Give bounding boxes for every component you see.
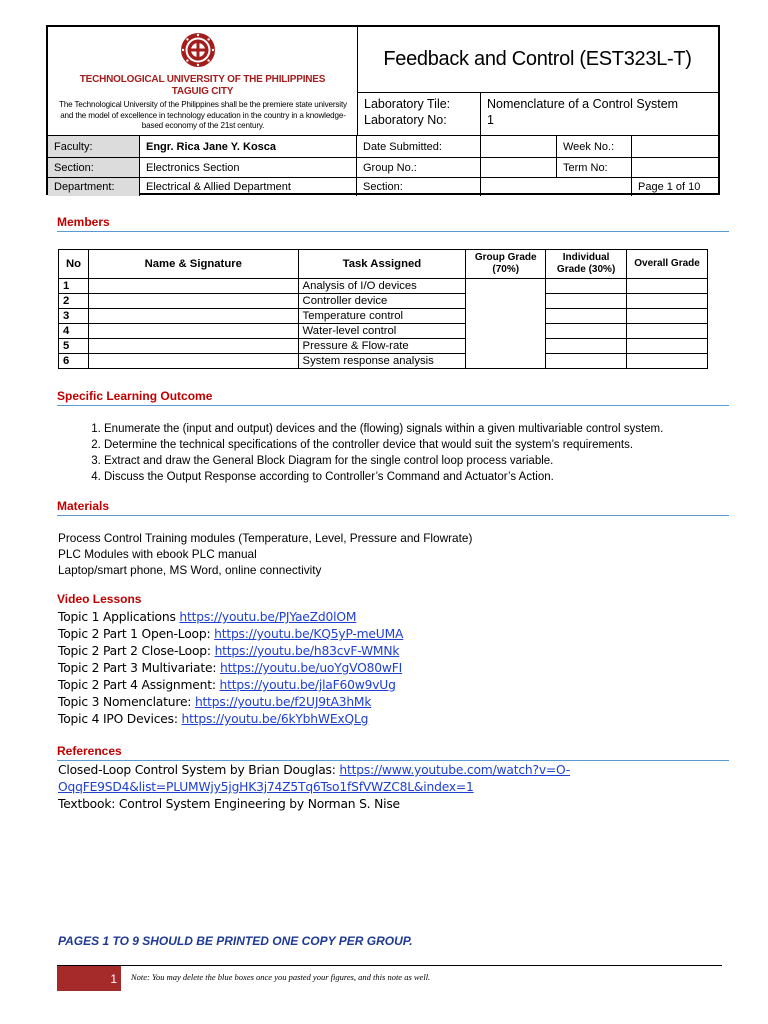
course-title: Feedback and Control (EST323L-T) xyxy=(357,27,718,93)
info-row-section xyxy=(48,157,718,178)
list-item: Textbook: Control System Engineering by Norman S. Nise xyxy=(58,797,400,811)
video-link[interactable]: https://youtu.be/uoYgVO80wFI xyxy=(220,661,403,675)
overall-grade-cell[interactable] xyxy=(627,309,708,324)
section-value: Electronics Section xyxy=(140,158,357,178)
col-task-assigned: Task Assigned xyxy=(298,250,466,279)
page-indicator: Page 1 of 10 xyxy=(638,181,701,193)
department-label: Department: xyxy=(48,178,140,196)
name-signature-cell[interactable] xyxy=(88,324,298,339)
date-submitted-label: Date Submitted: xyxy=(357,136,481,158)
reference-link-continued[interactable]: OqqFE9SD4&list=PLUMWjy5jgHK3j74Z5Tq6Tso1fSfVWZC8L&index=1 xyxy=(58,780,474,794)
list-item: Topic 1 Applications https://youtu.be/PJYaeZd0lOM xyxy=(58,610,357,624)
individual-grade-cell[interactable] xyxy=(546,339,627,354)
table-row xyxy=(59,309,708,324)
lab-no-value: 1 xyxy=(487,113,494,127)
materials-list xyxy=(58,530,472,578)
list-item: Topic 3 Nomenclature: https://youtu.be/f2UJ9tA3hMk xyxy=(58,695,372,709)
video-link[interactable]: https://youtu.be/jlaF60w9vUg xyxy=(219,678,396,692)
faculty-label: Faculty: xyxy=(48,136,140,158)
week-no-value[interactable] xyxy=(632,136,718,158)
name-signature-cell[interactable] xyxy=(88,354,298,369)
laboratory-info xyxy=(357,92,718,135)
term-no-label: Term No: xyxy=(557,158,632,178)
footer-note: Note: You may delete the blue boxes once you pasted your figures, and this note as well. xyxy=(131,972,431,982)
row-no: 4 xyxy=(59,324,89,339)
overall-grade-cell[interactable] xyxy=(627,279,708,294)
name-signature-cell[interactable] xyxy=(88,279,298,294)
list-item: 3. Extract and draw the General Block Diagram for the single control loop process variable. xyxy=(104,453,744,469)
task-cell: Controller device xyxy=(298,294,466,309)
individual-grade-cell[interactable] xyxy=(546,324,627,339)
video-link[interactable]: https://youtu.be/PJYaeZd0lOM xyxy=(179,610,357,624)
col-individual-grade: Individual Grade (30%) xyxy=(546,250,627,279)
references-list xyxy=(58,762,658,813)
list-item: 4. Discuss the Output Response according to Controller’s Command and Actuator’s Action. xyxy=(104,469,744,485)
task-cell: Water-level control xyxy=(298,324,466,339)
members-heading: Members xyxy=(57,215,729,232)
info-row-faculty xyxy=(48,135,718,158)
lab-no-label: Laboratory No: xyxy=(364,113,447,127)
task-cell: System response analysis xyxy=(298,354,466,369)
table-row xyxy=(59,339,708,354)
footer-rule xyxy=(57,965,722,966)
references-heading: References xyxy=(57,744,729,761)
overall-grade-cell[interactable] xyxy=(627,354,708,369)
row-no: 5 xyxy=(59,339,89,354)
group-grade-cell[interactable] xyxy=(466,279,546,369)
table-row xyxy=(59,294,708,309)
reference-link[interactable]: https://www.youtube.com/watch?v=O- xyxy=(339,763,571,777)
document-header xyxy=(46,25,720,195)
lab-title-value: Nomenclature of a Control System xyxy=(487,97,679,111)
row-no: 1 xyxy=(59,279,89,294)
list-item: Process Control Training modules (Temperature, Level, Pressure and Flowrate) xyxy=(58,531,473,545)
section-label: Section: xyxy=(48,158,140,178)
list-item: Topic 2 Part 3 Multivariate: https://youtu.be/uoYgVO80wFI xyxy=(58,661,403,675)
date-submitted-value[interactable] xyxy=(481,136,557,158)
col-group-grade: Group Grade (70%) xyxy=(466,250,546,279)
section2-value[interactable] xyxy=(481,178,632,196)
list-item: Topic 2 Part 4 Assignment: https://youtu.be/jlaF60w9vUg xyxy=(58,678,396,692)
individual-grade-cell[interactable] xyxy=(546,354,627,369)
term-no-value[interactable] xyxy=(632,158,718,178)
table-row xyxy=(59,324,708,339)
video-lessons-heading: Video Lessons xyxy=(57,592,142,606)
overall-grade-cell[interactable] xyxy=(627,324,708,339)
university-city: TAGUIG CITY xyxy=(171,86,234,97)
task-cell: Temperature control xyxy=(298,309,466,324)
video-link[interactable]: https://youtu.be/f2UJ9tA3hMk xyxy=(194,695,372,709)
university-seal-icon xyxy=(180,32,216,68)
row-no: 2 xyxy=(59,294,89,309)
university-block xyxy=(48,27,358,135)
overall-grade-cell[interactable] xyxy=(627,294,708,309)
individual-grade-cell[interactable] xyxy=(546,294,627,309)
name-signature-cell[interactable] xyxy=(88,294,298,309)
lab-title-label: Laboratory Tile: xyxy=(364,97,451,111)
section2-label: Section: xyxy=(357,178,481,196)
individual-grade-cell[interactable] xyxy=(546,309,627,324)
group-no-label: Group No.: xyxy=(357,158,481,178)
members-table xyxy=(58,249,708,369)
university-mission: The Technological University of the Philippines shall be the premiere state university and the model of excellence in technology education in the country in a knowledge-based economy of the 21st century. xyxy=(59,100,347,130)
list-item: Topic 2 Part 1 Open-Loop: https://youtu.be/KQ5yP-meUMA xyxy=(58,627,404,641)
page-number-box: 1 xyxy=(57,966,121,991)
row-no: 3 xyxy=(59,309,89,324)
list-item: Laptop/smart phone, MS Word, online connectivity xyxy=(58,563,322,577)
slo-heading: Specific Learning Outcome xyxy=(57,389,729,406)
task-cell: Pressure & Flow-rate xyxy=(298,339,466,354)
col-no: No xyxy=(59,250,89,279)
list-item: 1. Enumerate the (input and output) devices and the (flowing) signals within a given multivariable control system. xyxy=(104,421,744,437)
university-name: TECHNOLOGICAL UNIVERSITY OF THE PHILIPPINES TAGUIG CITY xyxy=(48,74,357,98)
info-row-department xyxy=(48,177,718,196)
list-item: 2. Determine the technical specifications of the controller device that would suit the system’s requirements. xyxy=(104,437,744,453)
name-signature-cell[interactable] xyxy=(88,339,298,354)
col-name-signature: Name & Signature xyxy=(88,250,298,279)
table-header-row xyxy=(59,250,708,279)
department-value: Electrical & Allied Department xyxy=(140,178,357,196)
video-link[interactable]: https://youtu.be/h83cvF-WMNk xyxy=(214,644,400,658)
list-item: PLC Modules with ebook PLC manual xyxy=(58,547,257,561)
individual-grade-cell[interactable] xyxy=(546,279,627,294)
list-item: Closed-Loop Control System by Brian Douglas: https://www.youtube.com/watch?v=O- xyxy=(58,763,571,777)
table-row xyxy=(59,279,708,294)
video-lessons-list xyxy=(58,609,403,728)
table-row xyxy=(59,354,708,369)
row-no: 6 xyxy=(59,354,89,369)
name-signature-cell[interactable] xyxy=(88,309,298,324)
overall-grade-cell[interactable] xyxy=(627,339,708,354)
video-link[interactable]: https://youtu.be/6kYbhWExQLg xyxy=(181,712,369,726)
faculty-value: Engr. Rica Jane Y. Kosca xyxy=(140,136,357,158)
col-overall-grade: Overall Grade xyxy=(627,250,708,279)
group-no-value[interactable] xyxy=(481,158,557,178)
list-item: Topic 2 Part 2 Close-Loop: https://youtu.be/h83cvF-WMNk xyxy=(58,644,400,658)
list-item: Topic 4 IPO Devices: https://youtu.be/6kYbhWExQLg xyxy=(58,712,369,726)
week-no-label: Week No.: xyxy=(557,136,632,158)
slo-list xyxy=(58,421,744,485)
print-instruction: PAGES 1 TO 9 SHOULD BE PRINTED ONE COPY PER GROUP. xyxy=(58,934,413,948)
task-cell: Analysis of I/O devices xyxy=(298,279,466,294)
materials-heading: Materials xyxy=(57,499,729,516)
video-link[interactable]: https://youtu.be/KQ5yP-meUMA xyxy=(214,627,404,641)
